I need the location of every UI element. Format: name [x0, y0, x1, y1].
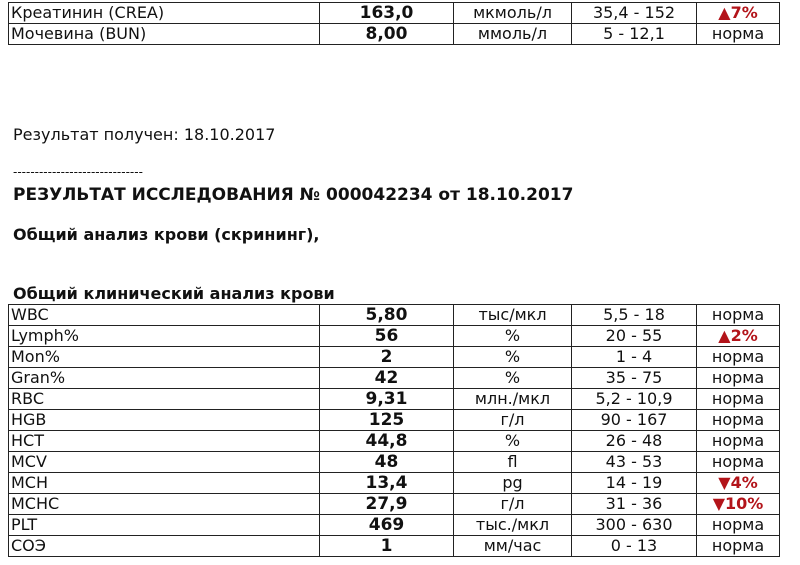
unit: % — [454, 431, 572, 452]
table-row — [9, 389, 780, 410]
result-value: 8,00 — [320, 24, 454, 45]
result-value: 56 — [320, 326, 454, 347]
status-cell: норма — [697, 347, 780, 368]
table-row — [9, 536, 780, 557]
table-row — [9, 3, 780, 24]
result-value: 27,9 — [320, 494, 454, 515]
unit: % — [454, 347, 572, 368]
result-value: 2 — [320, 347, 454, 368]
blood-count-table — [8, 304, 780, 557]
status-cell: норма — [697, 24, 780, 45]
status-cell: ▲7% — [697, 3, 780, 24]
reference-range: 35 - 75 — [572, 368, 697, 389]
reference-range: 31 - 36 — [572, 494, 697, 515]
table-row — [9, 410, 780, 431]
table-row — [9, 326, 780, 347]
result-value: 44,8 — [320, 431, 454, 452]
unit: г/л — [454, 494, 572, 515]
unit: тыс./мкл — [454, 515, 572, 536]
unit: % — [454, 368, 572, 389]
biochemistry-results-table — [8, 2, 780, 45]
parameter-name: Gran% — [9, 368, 320, 389]
reference-range: 0 - 13 — [572, 536, 697, 557]
result-value: 42 — [320, 368, 454, 389]
parameter-name: СОЭ — [9, 536, 320, 557]
reference-range: 43 - 53 — [572, 452, 697, 473]
result-value: 163,0 — [320, 3, 454, 24]
parameter-name: HGB — [9, 410, 320, 431]
parameter-name: RBC — [9, 389, 320, 410]
reference-range: 5,5 - 18 — [572, 305, 697, 326]
unit: г/л — [454, 410, 572, 431]
parameter-name: Mon% — [9, 347, 320, 368]
table-row — [9, 452, 780, 473]
unit: pg — [454, 473, 572, 494]
result-value: 13,4 — [320, 473, 454, 494]
reference-range: 35,4 - 152 — [572, 3, 697, 24]
unit: мм/час — [454, 536, 572, 557]
table-row — [9, 305, 780, 326]
status-cell: норма — [697, 389, 780, 410]
reference-range: 20 - 55 — [572, 326, 697, 347]
result-received-date: Результат получен: 18.10.2017 — [13, 125, 276, 144]
result-value: 48 — [320, 452, 454, 473]
analysis-subtitle: Общий анализ крови (скрининг), — [13, 225, 320, 244]
reference-range: 1 - 4 — [572, 347, 697, 368]
parameter-name: MCV — [9, 452, 320, 473]
section-title: Общий клинический анализ крови — [13, 284, 335, 303]
parameter-name: MCHC — [9, 494, 320, 515]
status-cell: норма — [697, 410, 780, 431]
parameter-name: Креатинин (CREA) — [9, 3, 320, 24]
result-value: 9,31 — [320, 389, 454, 410]
table-row — [9, 515, 780, 536]
parameter-name: MCH — [9, 473, 320, 494]
status-cell: ▼4% — [697, 473, 780, 494]
result-value: 5,80 — [320, 305, 454, 326]
result-value: 1 — [320, 536, 454, 557]
table-row — [9, 347, 780, 368]
reference-range: 26 - 48 — [572, 431, 697, 452]
reference-range: 5 - 12,1 — [572, 24, 697, 45]
unit: ммоль/л — [454, 24, 572, 45]
unit: тыс/мкл — [454, 305, 572, 326]
unit: мкмоль/л — [454, 3, 572, 24]
status-cell: норма — [697, 368, 780, 389]
reference-range: 90 - 167 — [572, 410, 697, 431]
status-cell: норма — [697, 515, 780, 536]
status-cell: норма — [697, 536, 780, 557]
result-heading: РЕЗУЛЬТАТ ИССЛЕДОВАНИЯ № 000042234 от 18.10.2017 — [13, 185, 574, 205]
unit: млн./мкл — [454, 389, 572, 410]
reference-range: 5,2 - 10,9 — [572, 389, 697, 410]
parameter-name: Мочевина (BUN) — [9, 24, 320, 45]
status-cell: норма — [697, 452, 780, 473]
parameter-name: HCT — [9, 431, 320, 452]
result-value: 469 — [320, 515, 454, 536]
parameter-name: WBC — [9, 305, 320, 326]
parameter-name: PLT — [9, 515, 320, 536]
table-row — [9, 24, 780, 45]
reference-range: 300 - 630 — [572, 515, 697, 536]
status-cell: норма — [697, 305, 780, 326]
table-row — [9, 431, 780, 452]
status-cell: ▼10% — [697, 494, 780, 515]
reference-range: 14 - 19 — [572, 473, 697, 494]
table-row — [9, 494, 780, 515]
parameter-name: Lymph% — [9, 326, 320, 347]
table-row — [9, 473, 780, 494]
table-row — [9, 368, 780, 389]
result-value: 125 — [320, 410, 454, 431]
unit: fl — [454, 452, 572, 473]
unit: % — [454, 326, 572, 347]
status-cell: норма — [697, 431, 780, 452]
separator-line: ------------------------------ — [13, 165, 143, 179]
status-cell: ▲2% — [697, 326, 780, 347]
